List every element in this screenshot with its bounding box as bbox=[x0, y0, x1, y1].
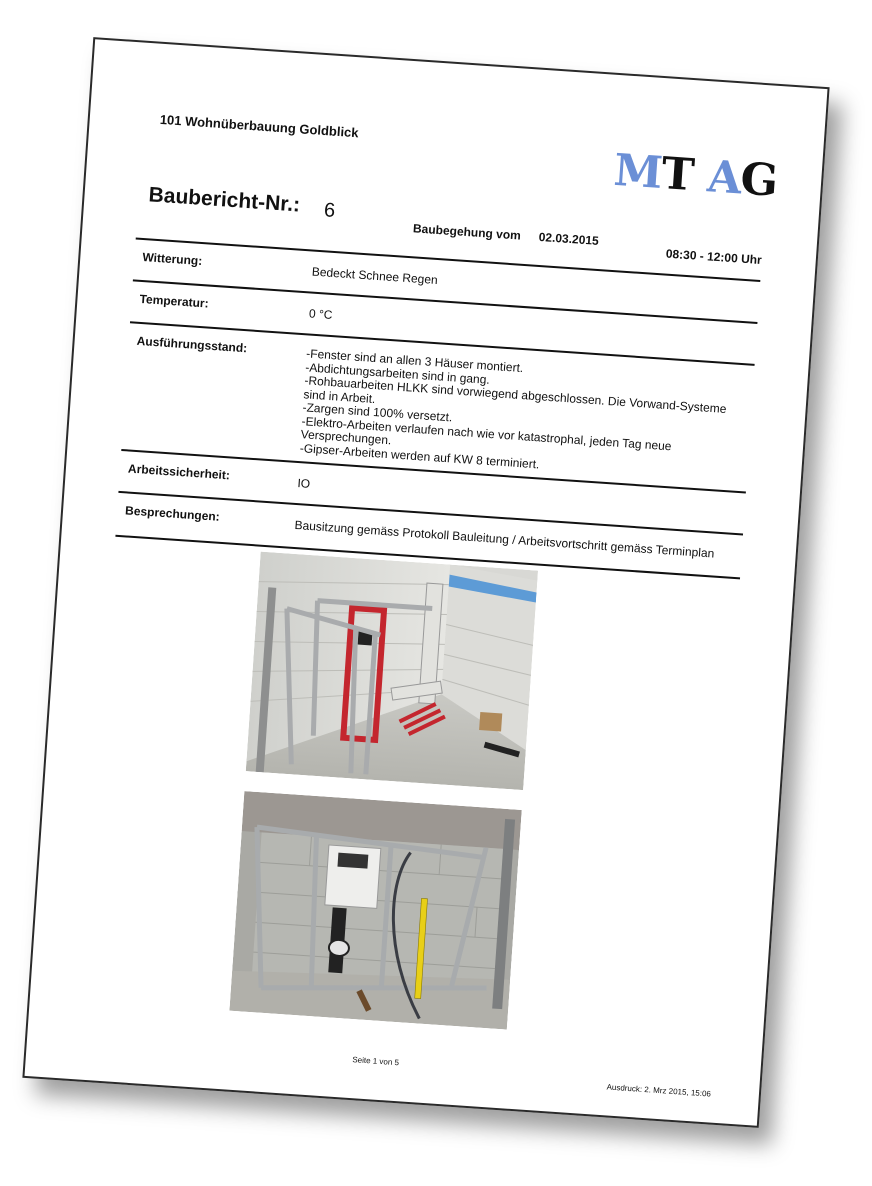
inspection-date: 02.03.2015 bbox=[538, 229, 600, 248]
footer-print-date: Ausdruck: 2. Mrz 2015, 15:06 bbox=[606, 1081, 712, 1099]
temperature-label: Temperatur: bbox=[139, 291, 210, 311]
construction-photo-2 bbox=[229, 791, 521, 1029]
inspection-time: 08:30 - 12:00 Uhr bbox=[665, 246, 763, 267]
progress-value: -Fenster sind an allen 3 Häuser montiert. -Abdichtungsarbeiten sind in gang. -Rohbauarbeiten HLKK sind vorwiegend abgeschlossen. Die Vorwand-Systeme sind in Arbeit. -Zargen sind 100% versetzt. -Elektro-Arbeiten verlaufen nach wie vor katastrophal, jeden Tag neue Versprechungen. -Gipser-Arbeiten werden auf KW 8 terminiert. bbox=[299, 345, 727, 471]
construction-photo-1 bbox=[246, 551, 538, 789]
document-page bbox=[22, 37, 829, 1128]
footer-page-number: Seite 1 von 5 bbox=[352, 1054, 400, 1067]
inspection-label: Baubegehung vom bbox=[412, 220, 522, 243]
report-title: Baubericht-Nr.: bbox=[147, 182, 301, 217]
logo-letter-a: A bbox=[705, 150, 743, 204]
logo-letter-g: G bbox=[738, 153, 779, 207]
progress-label: Ausführungsstand: bbox=[136, 333, 248, 355]
weather-value: Bedeckt Schnee Regen bbox=[311, 264, 439, 287]
company-logo bbox=[612, 144, 779, 206]
weather-label: Witterung: bbox=[142, 249, 203, 268]
construction-photo-2-image bbox=[229, 791, 521, 1029]
report-table bbox=[115, 237, 763, 579]
meetings-value: Bausitzung gemäss Protokoll Bauleitung / Arbeitsvortschritt gemäss Terminplan bbox=[294, 517, 715, 561]
report-number: 6 bbox=[323, 198, 336, 222]
meetings-label: Besprechungen: bbox=[124, 502, 221, 524]
logo-letter-m: M bbox=[612, 144, 664, 199]
construction-photo-1-image bbox=[246, 551, 538, 789]
logo-letter-t: T bbox=[659, 147, 695, 201]
safety-label: Arbeitssicherheit: bbox=[127, 460, 231, 482]
temperature-value: 0 °C bbox=[308, 305, 333, 322]
project-title: 101 Wohnüberbauung Goldblick bbox=[159, 111, 360, 140]
safety-value: IO bbox=[296, 475, 311, 491]
